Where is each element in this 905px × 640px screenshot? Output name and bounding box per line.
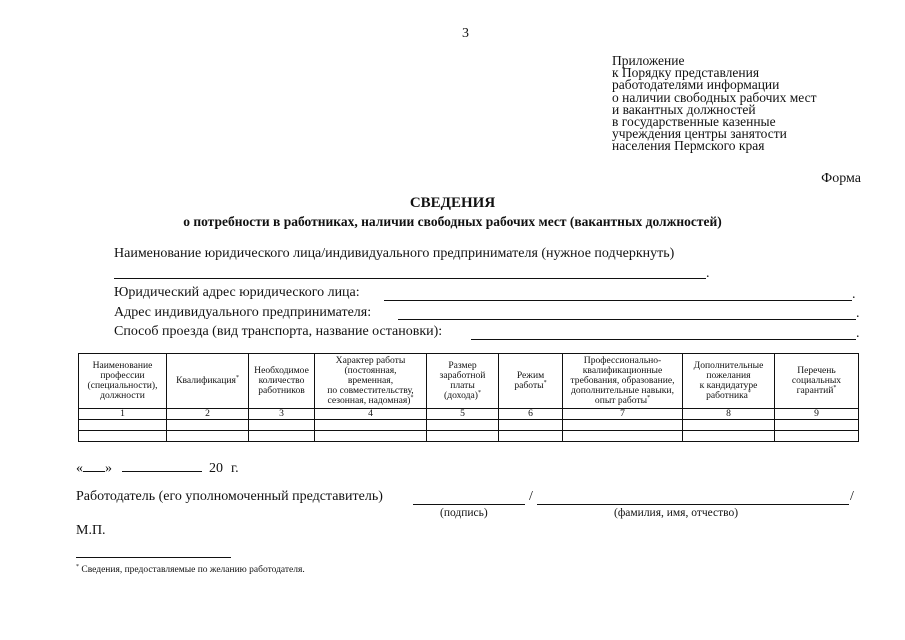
column-header-line: Характер работы: [335, 355, 406, 366]
column-number: 1: [79, 409, 167, 420]
table-cell[interactable]: [315, 431, 427, 442]
table-cell[interactable]: [167, 431, 249, 442]
column-header-line: должности: [100, 390, 145, 401]
document-title: СВЕДЕНИЯ: [409, 195, 496, 211]
footnote-mark: *: [543, 379, 547, 386]
date-open-quote: «: [76, 461, 83, 476]
table-cell[interactable]: [79, 420, 167, 431]
column-header: [683, 354, 775, 409]
ip-address-period: .: [856, 306, 860, 321]
appendix-line: о наличии свободных рабочих мест: [612, 89, 817, 105]
column-number: 7: [563, 409, 683, 420]
table-cell[interactable]: [775, 420, 859, 431]
column-header-line: количество: [258, 375, 305, 386]
column-header: [775, 354, 859, 409]
day-field[interactable]: [83, 460, 105, 472]
appendix-line: работодателями информации: [612, 77, 780, 93]
column-number: 8: [683, 409, 775, 420]
date-close-quote: »: [105, 461, 112, 476]
fullname-caption: (фамилия, имя, отчество): [614, 507, 739, 519]
appendix-line: населения Пермского края: [612, 138, 765, 154]
column-header-line: платы: [450, 380, 475, 391]
footnote-mark: *: [410, 394, 414, 401]
signature-caption: (подпись): [440, 507, 488, 519]
document-subtitle: о потребности в работниках, наличии свободных рабочих мест (вакантных должностей): [183, 214, 722, 229]
column-header: [499, 354, 563, 409]
footnote-mark: *: [235, 374, 239, 381]
column-header-line: Квалификация: [176, 375, 236, 386]
needs-table: [78, 353, 859, 442]
month-field[interactable]: [122, 460, 202, 472]
appendix-block: [612, 55, 817, 153]
column-number: 3: [249, 409, 315, 420]
column-header-line: Необходимое: [254, 365, 309, 376]
table-cell[interactable]: [683, 431, 775, 442]
table-cell[interactable]: [499, 431, 563, 442]
form-label: Форма: [821, 171, 861, 186]
column-header-line: к кандидатуре: [699, 380, 758, 391]
ip-address-label: Адрес индивидуального предпринимателя:: [114, 305, 372, 320]
page-number: 3: [462, 26, 469, 41]
appendix-line: учреждения центры занятости: [612, 126, 787, 142]
column-header-line: работы: [514, 380, 544, 391]
column-number: 9: [775, 409, 859, 420]
column-header-line: Режим: [516, 370, 545, 381]
fullname-separator: /: [850, 489, 854, 504]
appendix-line: в государственные казенные: [612, 114, 776, 130]
entity-name-label: Наименование юридического лица/индивидуального предпринимателя (нужное подчеркнуть): [114, 246, 675, 261]
column-header-line: по совместительству,: [327, 385, 414, 396]
column-header-line: (специальности),: [87, 380, 158, 391]
table-cell[interactable]: [499, 420, 563, 431]
column-header: [79, 354, 167, 409]
legal-address-label: Юридический адрес юридического лица:: [114, 285, 360, 300]
table-header-row: [79, 354, 859, 409]
column-number: 2: [167, 409, 249, 420]
column-header-line: (постоянная,: [344, 365, 397, 376]
footnote-mark: *: [647, 394, 651, 401]
column-header: [427, 354, 499, 409]
footnote-mark: *: [747, 389, 751, 396]
footnote-divider: [76, 557, 231, 558]
route-label: Способ проезда (вид транспорта, название остановки):: [114, 324, 443, 339]
column-number: 4: [315, 409, 427, 420]
table-cell[interactable]: [315, 420, 427, 431]
employer-label: Работодатель (его уполномоченный представитель): [76, 489, 383, 504]
column-header-line: Наименование: [92, 360, 153, 371]
year-suffix: г.: [231, 461, 239, 476]
legal-address-period: .: [852, 287, 856, 302]
legal-address-line[interactable]: [384, 300, 852, 301]
appendix-line: к Порядку представления: [612, 65, 760, 81]
ip-address-line[interactable]: [398, 319, 856, 320]
table-row[interactable]: [79, 431, 859, 442]
footnote-mark: *: [833, 384, 837, 391]
signature-separator: /: [529, 489, 533, 504]
column-header-line: Размер: [448, 360, 477, 371]
column-number: 6: [499, 409, 563, 420]
column-header: [167, 354, 249, 409]
table-cell[interactable]: [249, 420, 315, 431]
column-header-line: квалификационные: [582, 365, 663, 376]
table-cell[interactable]: [427, 431, 499, 442]
column-header-line: дополнительные навыки,: [571, 385, 674, 396]
column-header-line: Перечень: [797, 365, 836, 376]
column-header-line: работника: [706, 390, 748, 401]
footnote-mark: *: [76, 563, 79, 570]
column-header-line: пожелания: [706, 370, 751, 381]
column-header-line: требования, образование,: [570, 375, 675, 386]
footnote: [76, 565, 305, 575]
column-header-line: сезонная, надомная): [327, 395, 411, 406]
column-header-line: Дополнительные: [693, 360, 764, 371]
footnote-mark: *: [477, 389, 481, 396]
column-header-line: работников: [258, 385, 305, 396]
column-header-line: заработной: [439, 370, 486, 381]
entity-name-period: .: [706, 266, 710, 281]
signature-line[interactable]: [413, 504, 525, 505]
table-number-row: [79, 409, 859, 420]
column-header: [249, 354, 315, 409]
column-number: 5: [427, 409, 499, 420]
year-prefix: 20: [209, 461, 223, 476]
stamp-label: М.П.: [76, 523, 106, 538]
table-cell[interactable]: [775, 431, 859, 442]
column-header-line: опыт работы: [594, 395, 648, 406]
footnote-text: Сведения, предоставляемые по желанию работодателя.: [81, 565, 305, 575]
fullname-line[interactable]: [537, 504, 849, 505]
column-header-line: временная,: [347, 375, 394, 386]
column-header-line: социальных: [791, 375, 842, 386]
route-period: .: [856, 326, 860, 341]
date-line: [76, 460, 239, 477]
column-header: [563, 354, 683, 409]
table-cell[interactable]: [167, 420, 249, 431]
table-cell[interactable]: [79, 431, 167, 442]
column-header-line: Профессионально-: [583, 355, 662, 366]
table-cell[interactable]: [563, 420, 683, 431]
column-header-line: профессии: [100, 370, 145, 381]
entity-name-line[interactable]: [114, 278, 706, 279]
column-header-line: гарантий: [796, 385, 834, 396]
route-line[interactable]: [471, 339, 856, 340]
appendix-line: и вакантных должностей: [612, 101, 756, 117]
table-cell[interactable]: [427, 420, 499, 431]
table-row[interactable]: [79, 420, 859, 431]
appendix-line: Приложение: [612, 53, 685, 68]
column-header-line: (дохода): [444, 390, 478, 401]
table-cell[interactable]: [683, 420, 775, 431]
table-cell[interactable]: [563, 431, 683, 442]
column-header: [315, 354, 427, 409]
table-cell[interactable]: [249, 431, 315, 442]
